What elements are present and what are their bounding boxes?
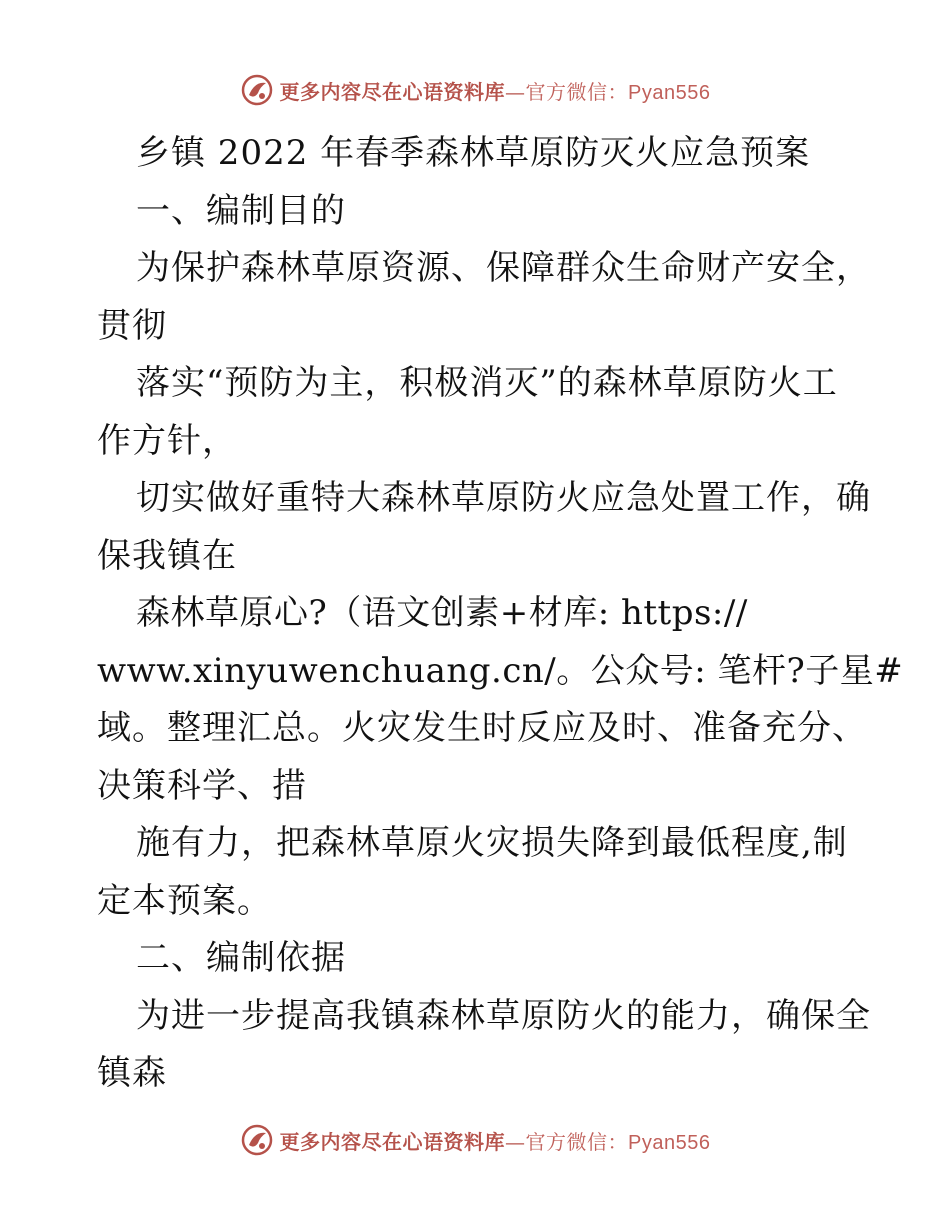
paragraph-line: 贯彻 bbox=[97, 305, 167, 346]
section-heading-purpose: 一、编制目的 bbox=[136, 190, 346, 231]
paragraph-line: 为保护森林草原资源、保障群众生命财产安全， bbox=[136, 248, 871, 288]
watermark-wechat-label: 官方微信： bbox=[525, 79, 629, 104]
paragraph-line: 决策科学、措 bbox=[97, 765, 307, 806]
watermark-brand: 更多内容尽在心语资料库 bbox=[279, 1129, 506, 1154]
paragraph-line: 落实“预防为主，积极消灭”的森林草原防火工 bbox=[136, 363, 838, 403]
watermark-wechat-id: Pyan556 bbox=[628, 81, 711, 104]
stylized-logo-icon bbox=[240, 73, 274, 107]
paragraph-line: 保我镇在 bbox=[97, 535, 237, 576]
header-watermark bbox=[0, 70, 950, 110]
document-body bbox=[97, 125, 904, 1103]
section-heading-basis: 二、编制依据 bbox=[136, 938, 346, 978]
paragraph-line: 施有力，把森林草原火灾损失降到最低程度,制 bbox=[136, 823, 848, 863]
watermark-text bbox=[280, 1126, 711, 1155]
stylized-logo-icon bbox=[240, 1123, 274, 1157]
watermark-separator: — bbox=[505, 79, 526, 104]
document-title: 乡镇 2022 年春季森林草原防灭火应急预案 bbox=[136, 133, 811, 173]
paragraph-line: 森林草原心?（语文创素+材库: https:// bbox=[136, 593, 748, 633]
paragraph-line: 作方针， bbox=[97, 420, 237, 461]
paragraph-line: 切实做好重特大森林草原防火应急处置工作，确 bbox=[136, 478, 871, 518]
watermark-wechat-label: 官方微信： bbox=[525, 1129, 629, 1154]
paragraph-line: www.xinyuwenchuang.cn/。公众号: 笔杆?子星# bbox=[97, 650, 904, 691]
footer-watermark bbox=[0, 1120, 950, 1160]
watermark-text bbox=[280, 76, 711, 105]
paragraph-line: 域。整理汇总。火灾发生时反应及时、准备充分、 bbox=[97, 708, 867, 748]
paragraph-line: 定本预案。 bbox=[97, 880, 272, 921]
watermark-separator: — bbox=[505, 1129, 526, 1154]
watermark-brand: 更多内容尽在心语资料库 bbox=[279, 79, 506, 104]
watermark-wechat-id: Pyan556 bbox=[628, 1131, 711, 1154]
paragraph-line: 为进一步提高我镇森林草原防火的能力，确保全 bbox=[136, 995, 871, 1036]
paragraph-line: 镇森 bbox=[97, 1053, 167, 1093]
